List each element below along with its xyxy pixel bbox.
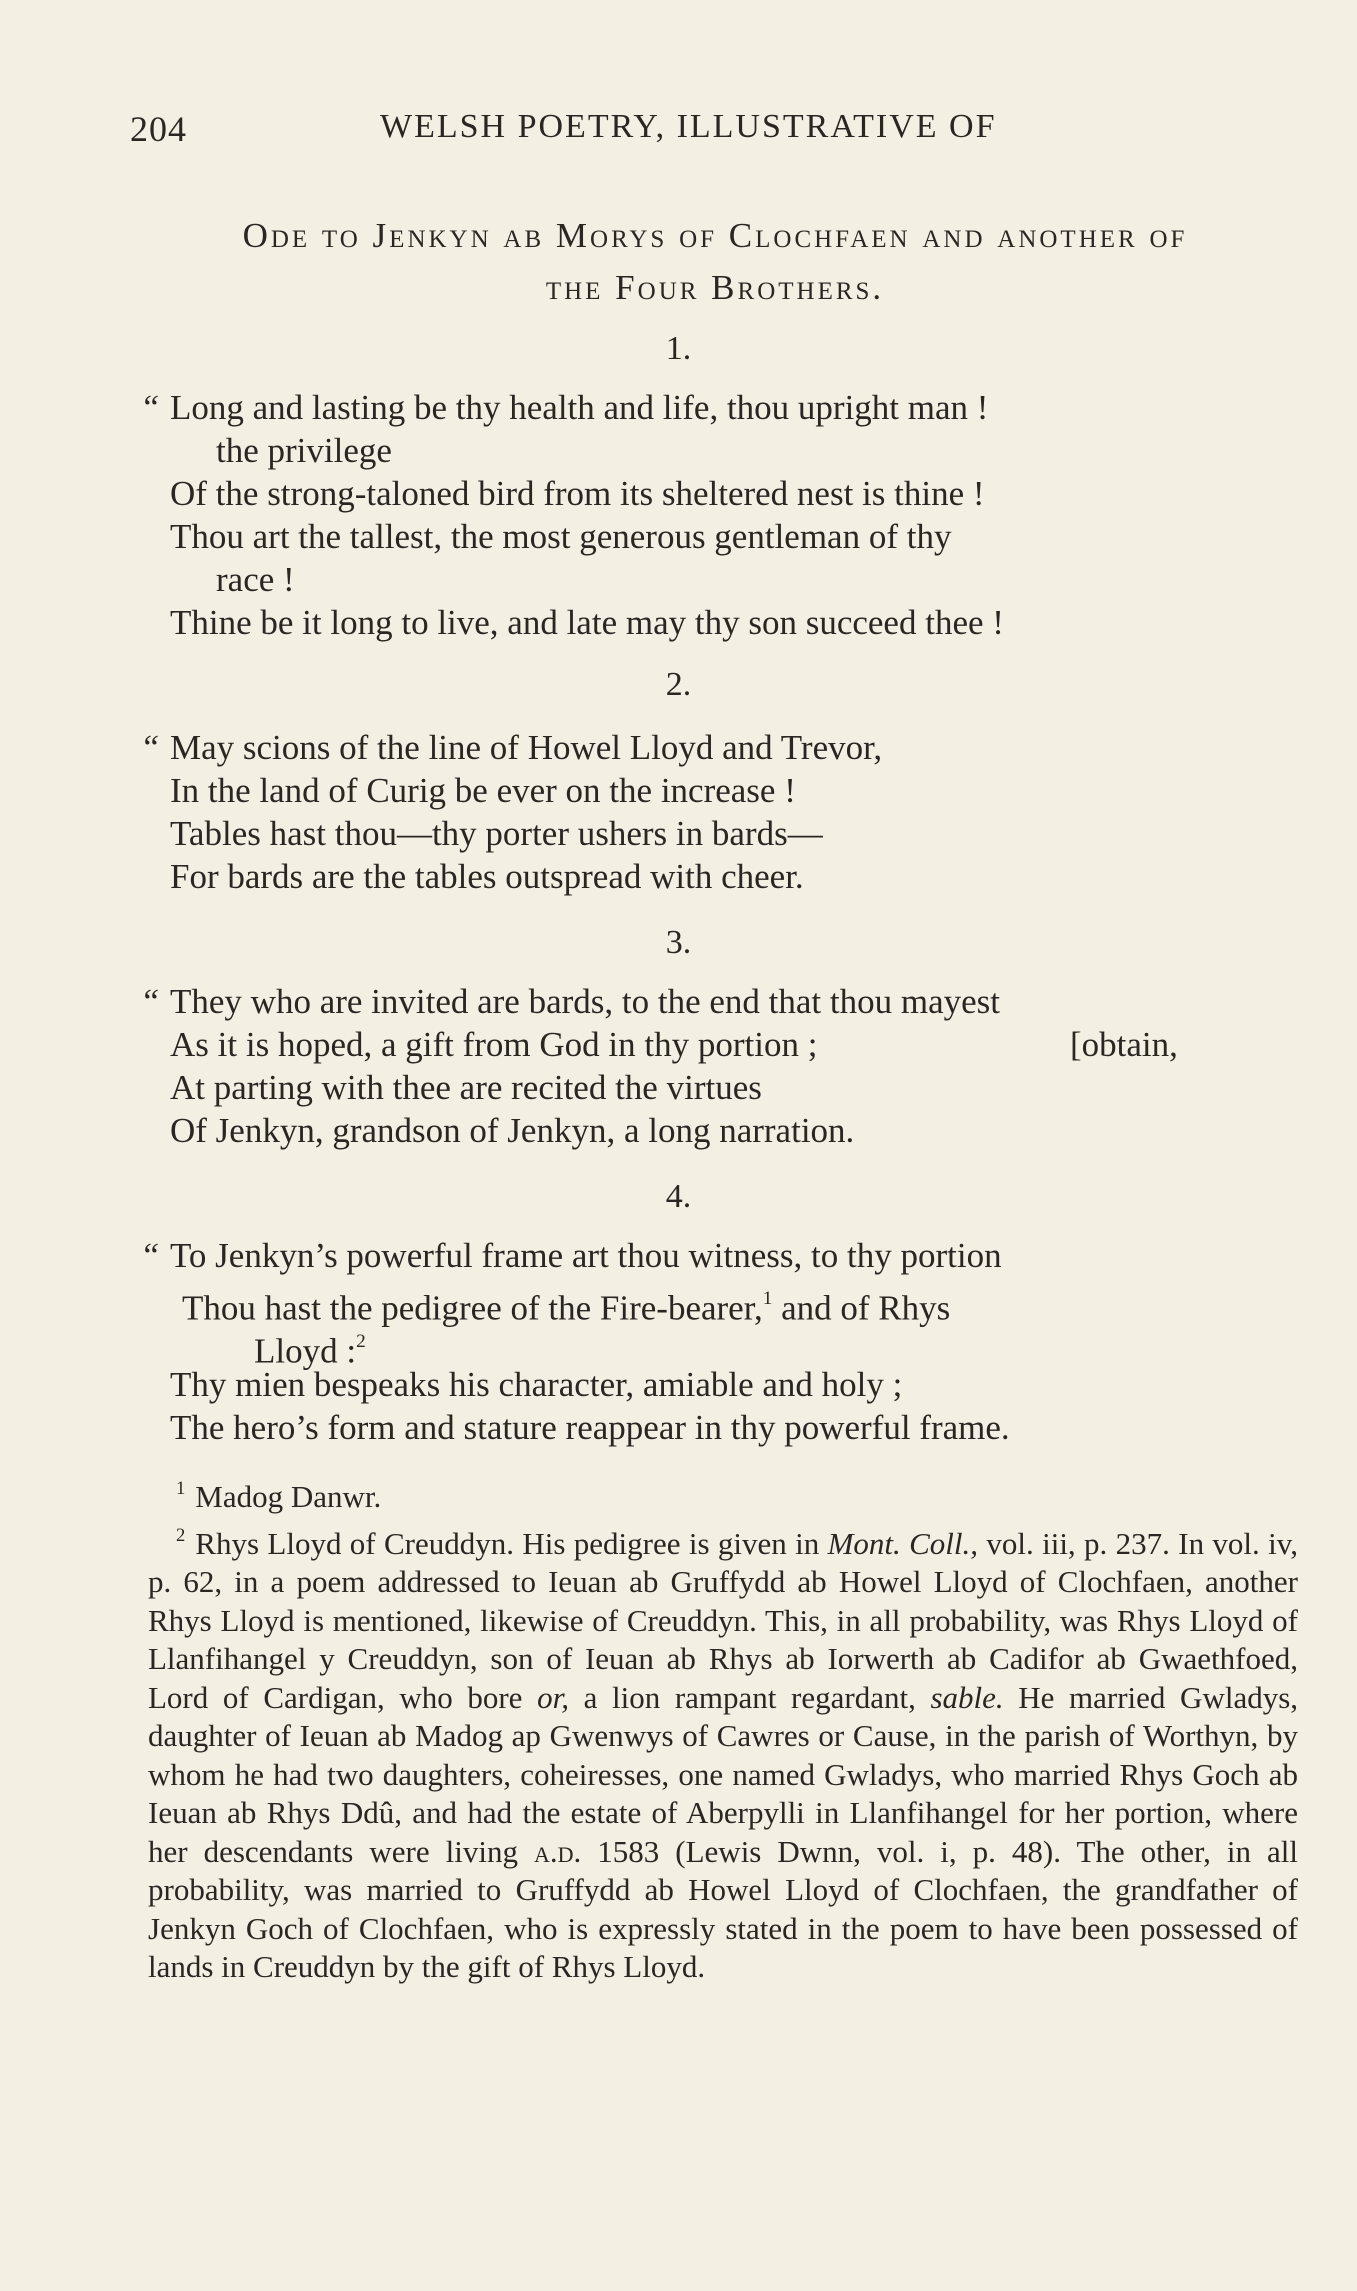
- verse-line: Of Jenkyn, grandson of Jenkyn, a long narration.: [170, 1111, 855, 1150]
- verse-line: Lloyd :$^2$: [254, 1331, 366, 1371]
- stanza-3: [140, 980, 1300, 1152]
- turnover-word: [obtain,: [1070, 1025, 1178, 1064]
- ode-title-line-1: Ode to Jenkyn ab Morys of Clochfaen and another of: [242, 216, 1188, 255]
- stanza-number-4: 4.: [665, 1178, 692, 1215]
- footnotes: [148, 1470, 1298, 1987]
- verse-line: “ May scions of the line of Howel Lloyd and Trevor,: [140, 728, 883, 767]
- ode-title-line-2: the Four Brothers.: [545, 268, 885, 307]
- footnote-ref-2: 2: [356, 1331, 366, 1352]
- page-number: 204: [130, 109, 187, 149]
- verse-line: Thine be it long to live, and late may thy son succeed thee !: [170, 603, 1004, 642]
- footnote-mark-1: 1: [176, 1478, 186, 1499]
- verse-line: race !: [216, 560, 295, 599]
- opening-quote: “: [140, 1236, 160, 1275]
- running-title: WELSH POETRY, ILLUSTRATIVE OF: [380, 108, 997, 145]
- verse-line: At parting with thee are recited the virtues: [170, 1068, 762, 1107]
- verse-line: “ They who are invited are bards, to the end that thou mayest: [140, 982, 1001, 1021]
- stanza-4: [140, 1234, 1300, 1449]
- footnote-mark-2: 2: [176, 1524, 186, 1546]
- verse-line: the privilege: [216, 431, 392, 470]
- footnote-ref-1: 1: [762, 1288, 773, 1309]
- verse-line: “ Long and lasting be thy health and life, thou upright man !: [140, 388, 989, 427]
- stanza-number-1: 1.: [665, 330, 692, 367]
- verse-line: The hero’s form and stature reappear in thy powerful frame.: [170, 1408, 1010, 1447]
- ode-title: [150, 210, 1280, 314]
- footnote-2: $^2$ Rhys Lloyd of Creuddyn. His pedigree is given in Mont. Coll., vol. iii, p. 237. In vol. iv, p. 62, in a poem addressed to Ieuan ab Gruffydd ab Howel Lloyd of Clochfaen, another Rhys Lloyd is mentioned, likewise of Creuddyn. This, in all probability, was Rhys Lloyd of Llanfihangel y Creuddyn, son of Ieuan ab Rhys ab Iorwerth ab Cadifor ab Gwaethfoed, Lord of Cardigan, who bore or, a lion rampant regardant, sable. He married Gwladys, daughter of Ieuan ab Madog ap Gwenwys of Cawres or Cause, in the parish of Worthyn, by whom he had two daughters, coheiresses, one named Gwladys, who married Rhys Goch ab Ieuan ab Rhys Ddû, and had the estate of Aberpylli in Llanfihangel for her portion, where her descendants were living a.d. 1583 (Lewis Dwnn, vol. i, p. 48). The other, in all probability, was married to Gruffydd ab Howel Lloyd of Clochfaen, the grandfather of Jenkyn Goch of Clochfaen, who is expressly stated in the poem to have been possessed of lands in Creuddyn by the gift of Rhys Lloyd.: [148, 1524, 1299, 1985]
- verse-line: Of the strong-taloned bird from its sheltered nest is thine !: [170, 474, 985, 513]
- verse-line: Thy mien bespeaks his character, amiable and holy ;: [170, 1365, 903, 1404]
- stanza-number-2: 2.: [665, 666, 692, 703]
- verse-line: Thou hast the pedigree of the Fire-bearer,$^1$ and of Rhys: [182, 1288, 951, 1328]
- verse-line: Thou art the tallest, the most generous gentleman of thy: [170, 517, 952, 556]
- footnote-1: $^1$ Madog Danwr.: [176, 1478, 382, 1515]
- opening-quote: “: [140, 982, 160, 1021]
- verse-line: As it is hoped, a gift from God in thy portion ; [obtain,: [170, 1025, 1178, 1064]
- stanza-2: [140, 726, 1300, 898]
- stanza-1: [140, 386, 1300, 644]
- stanza-number-3: 3.: [665, 924, 692, 961]
- verse-line: “ To Jenkyn’s powerful frame art thou witness, to thy portion: [140, 1236, 1002, 1275]
- verse-line: Tables hast thou—thy porter ushers in bards—: [170, 814, 823, 853]
- verse-line: In the land of Curig be ever on the increase !: [170, 771, 796, 810]
- opening-quote: “: [140, 728, 160, 767]
- verse-line: For bards are the tables outspread with cheer.: [170, 857, 804, 896]
- opening-quote: “: [140, 388, 160, 427]
